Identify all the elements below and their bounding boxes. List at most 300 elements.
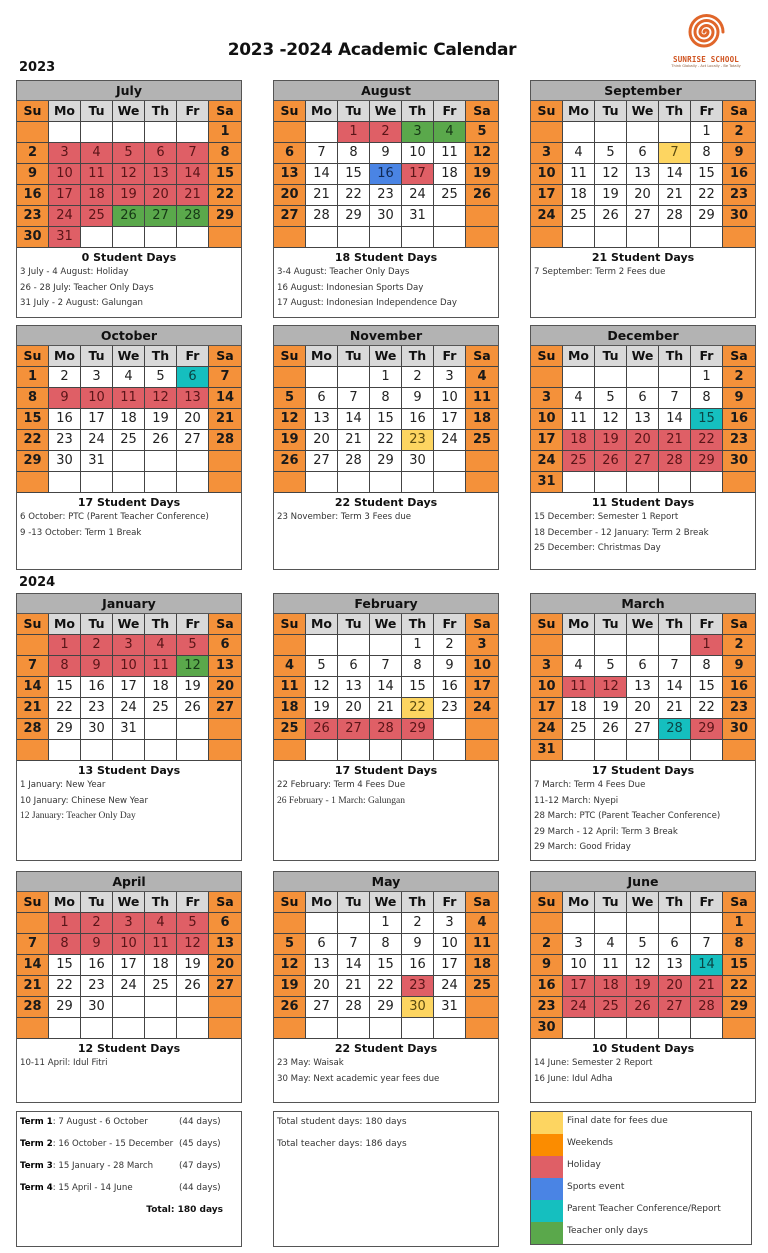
empty-cell (563, 122, 595, 143)
weekday-header: Fr (434, 346, 466, 367)
day-cell: 21 (370, 698, 402, 719)
day-cell: 29 (49, 997, 81, 1018)
empty-cell (402, 1018, 434, 1039)
event-note: 29 March - 12 April: Term 3 Break (534, 826, 678, 837)
day-cell: 23 (723, 185, 755, 206)
day-cell: 30 (723, 206, 755, 227)
day-cell: 14 (338, 409, 370, 430)
day-cell: 20 (627, 698, 659, 719)
day-cell: 15 (17, 409, 49, 430)
weekday-header: Sa (723, 346, 755, 367)
day-cell: 2 (402, 913, 434, 934)
day-cell: 22 (370, 430, 402, 451)
month-notes (531, 1039, 755, 1087)
month-december (530, 325, 756, 570)
weekday-header: Mo (563, 892, 595, 913)
day-cell: 8 (17, 388, 49, 409)
term-days: (47 days) (179, 1161, 221, 1171)
day-cell: 1 (691, 635, 723, 656)
student-days-count: 10 Student Days (591, 1042, 695, 1055)
day-cell: 2 (723, 367, 755, 388)
weekday-header: Sa (466, 101, 498, 122)
day-cell: 29 (209, 206, 241, 227)
event-note: 12 January: Teacher Only Day (20, 811, 136, 821)
day-cell: 30 (402, 997, 434, 1018)
empty-cell (466, 719, 498, 740)
month-grid (274, 101, 498, 248)
empty-cell (177, 451, 209, 472)
day-cell: 12 (306, 677, 338, 698)
empty-cell (49, 740, 81, 761)
weekday-header: We (113, 614, 145, 635)
day-cell: 21 (691, 976, 723, 997)
day-cell: 23 (434, 698, 466, 719)
empty-cell (177, 472, 209, 493)
empty-cell (595, 122, 627, 143)
day-cell: 14 (17, 955, 49, 976)
day-cell: 31 (113, 719, 145, 740)
weekday-header: Fr (177, 614, 209, 635)
day-cell: 13 (209, 656, 241, 677)
month-grid (274, 346, 498, 493)
day-cell: 6 (627, 656, 659, 677)
day-cell: 30 (402, 451, 434, 472)
empty-cell (49, 472, 81, 493)
month-title: August (274, 81, 498, 101)
totals-box (273, 1111, 499, 1247)
student-days-count: 17 Student Days (591, 764, 695, 777)
day-cell: 22 (338, 185, 370, 206)
month-title: January (17, 594, 241, 614)
day-cell: 16 (402, 955, 434, 976)
day-cell: 8 (209, 143, 241, 164)
weekday-header: Mo (306, 346, 338, 367)
day-cell: 1 (370, 913, 402, 934)
day-cell: 1 (338, 122, 370, 143)
weekday-header: Th (402, 892, 434, 913)
day-cell: 26 (595, 719, 627, 740)
day-cell: 1 (49, 913, 81, 934)
empty-cell (209, 719, 241, 740)
day-cell: 13 (338, 677, 370, 698)
weekday-header: Tu (81, 101, 113, 122)
day-cell: 7 (659, 388, 691, 409)
day-cell: 18 (563, 430, 595, 451)
student-days-count: 0 Student Days (81, 251, 177, 264)
legend-swatch-icon (531, 1134, 563, 1156)
day-cell: 5 (145, 367, 177, 388)
day-cell: 22 (691, 430, 723, 451)
day-cell: 23 (81, 698, 113, 719)
day-cell: 31 (531, 472, 563, 493)
day-cell: 20 (209, 955, 241, 976)
empty-cell (723, 740, 755, 761)
day-cell: 12 (595, 164, 627, 185)
month-notes (17, 493, 241, 541)
day-cell: 9 (723, 388, 755, 409)
day-cell: 23 (723, 430, 755, 451)
empty-cell (145, 227, 177, 248)
day-cell: 29 (723, 997, 755, 1018)
empty-cell (81, 122, 113, 143)
day-cell: 21 (209, 409, 241, 430)
month-title: October (17, 326, 241, 346)
day-cell: 11 (113, 388, 145, 409)
month-august (273, 80, 499, 318)
day-cell: 24 (113, 976, 145, 997)
event-note: 25 December: Christmas Day (534, 543, 661, 553)
day-cell: 31 (49, 227, 81, 248)
month-september (530, 80, 756, 318)
weekday-header: We (370, 101, 402, 122)
day-cell: 27 (338, 719, 370, 740)
empty-cell (209, 451, 241, 472)
day-cell: 3 (49, 143, 81, 164)
empty-cell (209, 472, 241, 493)
day-cell: 28 (338, 997, 370, 1018)
day-cell: 7 (209, 367, 241, 388)
day-cell: 4 (466, 367, 498, 388)
day-cell: 25 (563, 206, 595, 227)
day-cell: 16 (81, 677, 113, 698)
day-cell: 5 (595, 388, 627, 409)
day-cell: 30 (723, 451, 755, 472)
term-row: Term 4: 15 April - 14 June (20, 1183, 133, 1193)
empty-cell (402, 472, 434, 493)
event-note: 16 June: Idul Adha (534, 1073, 613, 1084)
day-cell: 27 (659, 997, 691, 1018)
day-cell: 27 (306, 451, 338, 472)
weekday-header: Th (402, 101, 434, 122)
empty-cell (274, 635, 306, 656)
day-cell: 6 (627, 143, 659, 164)
day-cell: 24 (81, 430, 113, 451)
day-cell: 14 (17, 677, 49, 698)
day-cell: 11 (274, 677, 306, 698)
event-note: 1 January: New Year (20, 780, 106, 790)
day-cell: 21 (17, 698, 49, 719)
day-cell: 7 (338, 388, 370, 409)
day-cell: 21 (659, 698, 691, 719)
day-cell: 3 (113, 913, 145, 934)
day-cell: 2 (723, 635, 755, 656)
day-cell: 13 (306, 409, 338, 430)
empty-cell (81, 472, 113, 493)
weekday-header: Su (531, 614, 563, 635)
day-cell: 14 (177, 164, 209, 185)
day-cell: 9 (531, 955, 563, 976)
empty-cell (659, 913, 691, 934)
day-cell: 31 (402, 206, 434, 227)
day-cell: 12 (627, 955, 659, 976)
empty-cell (691, 913, 723, 934)
terms-box (16, 1111, 242, 1247)
month-june (530, 871, 756, 1103)
day-cell: 13 (177, 388, 209, 409)
month-october (16, 325, 242, 570)
empty-cell (17, 122, 49, 143)
day-cell: 20 (627, 430, 659, 451)
day-cell: 26 (274, 997, 306, 1018)
month-title: February (274, 594, 498, 614)
day-cell: 15 (691, 164, 723, 185)
month-title: May (274, 872, 498, 892)
day-cell: 9 (81, 656, 113, 677)
day-cell: 6 (659, 934, 691, 955)
day-cell: 3 (531, 388, 563, 409)
day-cell: 11 (563, 677, 595, 698)
empty-cell (627, 740, 659, 761)
day-cell: 7 (370, 656, 402, 677)
weekday-header: Sa (466, 614, 498, 635)
empty-cell (691, 227, 723, 248)
day-cell: 23 (402, 976, 434, 997)
empty-cell (434, 472, 466, 493)
day-cell: 10 (434, 388, 466, 409)
month-grid (274, 892, 498, 1039)
day-cell: 16 (370, 164, 402, 185)
day-cell: 6 (177, 367, 209, 388)
day-cell: 2 (81, 635, 113, 656)
school-logo (668, 10, 744, 80)
empty-cell (338, 740, 370, 761)
legend-item (531, 1134, 751, 1156)
day-cell: 17 (113, 955, 145, 976)
day-cell: 12 (595, 677, 627, 698)
weekday-header: Su (531, 892, 563, 913)
day-cell: 8 (402, 656, 434, 677)
event-note: 22 February: Term 4 Fees Due (277, 780, 406, 790)
term-row: Term 2: 16 October - 15 December (20, 1139, 174, 1149)
empty-cell (370, 740, 402, 761)
day-cell: 27 (627, 206, 659, 227)
empty-cell (49, 122, 81, 143)
weekday-header: Sa (466, 892, 498, 913)
empty-cell (466, 997, 498, 1018)
legend-item (531, 1222, 751, 1244)
legend-item (531, 1112, 751, 1134)
day-cell: 3 (434, 913, 466, 934)
empty-cell (627, 1018, 659, 1039)
month-notes (274, 248, 498, 312)
day-cell: 13 (627, 164, 659, 185)
day-cell: 24 (531, 206, 563, 227)
day-cell: 3 (563, 934, 595, 955)
day-cell: 16 (17, 185, 49, 206)
day-cell: 9 (723, 656, 755, 677)
day-cell: 13 (627, 409, 659, 430)
student-days-count: 12 Student Days (77, 1042, 181, 1055)
empty-cell (274, 1018, 306, 1039)
day-cell: 9 (402, 934, 434, 955)
day-cell: 5 (595, 656, 627, 677)
day-cell: 25 (434, 185, 466, 206)
month-grid (17, 614, 241, 761)
day-cell: 6 (145, 143, 177, 164)
event-note: 10-11 April: Idul Fitri (20, 1058, 108, 1068)
day-cell: 19 (627, 976, 659, 997)
empty-cell (723, 472, 755, 493)
day-cell: 18 (595, 976, 627, 997)
empty-cell (434, 740, 466, 761)
weekday-header: Mo (49, 614, 81, 635)
year-label-2024: 2024 (19, 575, 56, 590)
day-cell: 17 (531, 185, 563, 206)
day-cell: 9 (434, 656, 466, 677)
day-cell: 29 (338, 206, 370, 227)
day-cell: 2 (370, 122, 402, 143)
empty-cell (466, 1018, 498, 1039)
empty-cell (177, 122, 209, 143)
day-cell: 19 (595, 698, 627, 719)
empty-cell (691, 1018, 723, 1039)
day-cell: 18 (434, 164, 466, 185)
empty-cell (595, 635, 627, 656)
day-cell: 4 (466, 913, 498, 934)
day-cell: 19 (466, 164, 498, 185)
empty-cell (466, 227, 498, 248)
weekday-header: Su (17, 614, 49, 635)
day-cell: 24 (434, 430, 466, 451)
day-cell: 22 (49, 698, 81, 719)
spiral-logo-icon (684, 10, 728, 54)
day-cell: 22 (723, 976, 755, 997)
day-cell: 26 (274, 451, 306, 472)
day-cell: 17 (434, 955, 466, 976)
term-days: (44 days) (179, 1183, 221, 1193)
day-cell: 17 (113, 677, 145, 698)
month-grid (531, 346, 755, 493)
day-cell: 12 (145, 388, 177, 409)
day-cell: 13 (209, 934, 241, 955)
empty-cell (209, 997, 241, 1018)
day-cell: 19 (274, 976, 306, 997)
empty-cell (49, 1018, 81, 1039)
legend-swatch-icon (531, 1112, 563, 1134)
day-cell: 15 (723, 955, 755, 976)
day-cell: 18 (466, 955, 498, 976)
month-november (273, 325, 499, 570)
day-cell: 20 (659, 976, 691, 997)
weekday-header: Th (145, 101, 177, 122)
day-cell: 29 (370, 451, 402, 472)
empty-cell (659, 122, 691, 143)
day-cell: 14 (209, 388, 241, 409)
day-cell: 15 (370, 955, 402, 976)
day-cell: 1 (691, 367, 723, 388)
empty-cell (338, 227, 370, 248)
weekday-header: Tu (338, 101, 370, 122)
day-cell: 4 (563, 656, 595, 677)
day-cell: 16 (723, 409, 755, 430)
empty-cell (691, 740, 723, 761)
empty-cell (434, 1018, 466, 1039)
month-title: March (531, 594, 755, 614)
day-cell: 21 (177, 185, 209, 206)
empty-cell (338, 472, 370, 493)
empty-cell (370, 1018, 402, 1039)
day-cell: 15 (691, 409, 723, 430)
empty-cell (595, 1018, 627, 1039)
day-cell: 9 (402, 388, 434, 409)
weekday-header: Fr (177, 101, 209, 122)
day-cell: 24 (402, 185, 434, 206)
weekday-header: We (370, 614, 402, 635)
event-note: 9 -13 October: Term 1 Break (20, 527, 142, 538)
weekday-header: Fr (434, 101, 466, 122)
day-cell: 15 (49, 677, 81, 698)
day-cell: 15 (402, 677, 434, 698)
month-title: November (274, 326, 498, 346)
day-cell: 30 (17, 227, 49, 248)
day-cell: 25 (563, 719, 595, 740)
day-cell: 27 (209, 976, 241, 997)
event-note: 23 November: Term 3 Fees due (277, 512, 412, 522)
terms-total: Total: 180 days (146, 1205, 223, 1215)
day-cell: 19 (595, 430, 627, 451)
day-cell: 9 (17, 164, 49, 185)
empty-cell (274, 122, 306, 143)
day-cell: 15 (370, 409, 402, 430)
day-cell: 20 (274, 185, 306, 206)
weekday-header: We (113, 892, 145, 913)
weekday-header: Su (274, 892, 306, 913)
day-cell: 26 (595, 206, 627, 227)
month-notes (531, 493, 755, 557)
weekday-header: Tu (338, 346, 370, 367)
empty-cell (627, 227, 659, 248)
month-grid (531, 101, 755, 248)
day-cell: 14 (659, 164, 691, 185)
day-cell: 17 (531, 698, 563, 719)
weekday-header: Th (402, 346, 434, 367)
empty-cell (402, 740, 434, 761)
day-cell: 7 (691, 934, 723, 955)
empty-cell (466, 740, 498, 761)
total-teacher-days: Total teacher days: 186 days (277, 1139, 407, 1149)
empty-cell (274, 913, 306, 934)
day-cell: 28 (659, 719, 691, 740)
month-may (273, 871, 499, 1103)
legend-label: Parent Teacher Conference/Report (567, 1204, 721, 1214)
day-cell: 6 (209, 635, 241, 656)
weekday-header: Fr (177, 892, 209, 913)
legend-swatch-icon (531, 1156, 563, 1178)
legend-label: Weekends (567, 1138, 613, 1148)
day-cell: 10 (434, 934, 466, 955)
day-cell: 14 (659, 409, 691, 430)
day-cell: 27 (306, 997, 338, 1018)
weekday-header: Sa (209, 614, 241, 635)
day-cell: 18 (145, 955, 177, 976)
day-cell: 21 (17, 976, 49, 997)
month-july (16, 80, 242, 318)
empty-cell (145, 472, 177, 493)
legend-swatch-icon (531, 1178, 563, 1200)
empty-cell (209, 227, 241, 248)
day-cell: 4 (81, 143, 113, 164)
empty-cell (113, 227, 145, 248)
month-grid (531, 892, 755, 1039)
day-cell: 4 (145, 913, 177, 934)
empty-cell (17, 472, 49, 493)
empty-cell (145, 451, 177, 472)
day-cell: 24 (49, 206, 81, 227)
day-cell: 5 (177, 913, 209, 934)
event-note: 28 March: PTC (Parent Teacher Conference) (534, 811, 721, 821)
empty-cell (659, 740, 691, 761)
empty-cell (209, 1018, 241, 1039)
